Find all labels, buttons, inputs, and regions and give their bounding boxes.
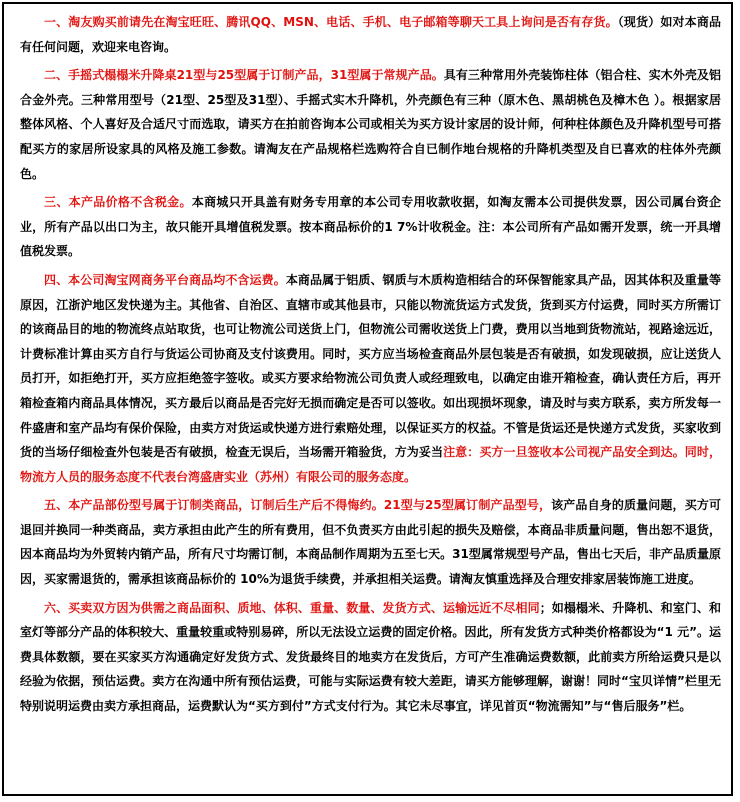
- paragraph-1-heading: 一、淘友购买前请先在淘宝旺旺、腾讯QQ、MSN、电话、手机、电子邮箱等聊天工具上询问是否有存货。: [44, 15, 618, 29]
- paragraph-1: [20, 10, 721, 59]
- paragraph-4-body: 本商品属于铝质、钢质与木质构造相结合的环保智能家具产品，因其体积及重量等原因，江浙沪地区发快递为主。其他省、自治区、直辖市或其他县市，只能以物流货运方式发货，货到买方付运费，同时买方所需订的该商品目的地的物流终点站取货，也可让物流公司送货上门，但物流公司需收送货上门费，费用以当地到货物流站，视路途远近，计费标准计算由买方自行与货运公司协商及支付该费用。同时，买方应当场检查商品外层包装是否有破损，如发现破损，应让送货人员打开，如拒绝打开，买方应拒绝签字签收。或买方要求给物流公司负责人或经理致电，以确定由谁开箱检查，确认责任方后，再开箱检查箱内商品具体情况，买方最后以商品是否完好无损而确定是否可以签收。如出现损坏现象，请及时与卖方联系，卖方所发每一件盛唐和室产品均有保价保险，由卖方对货运或快递方进行索赔处理，以保证买方的权益。不管是货运还是快递方式发货，买家收到货的当场仔细检查外包装是否有破损，检查无误后，当场需开箱验货，方为妥当: [20, 272, 721, 460]
- paragraph-4-note: 注意：买方一旦签收本公司视产品安全到达。同时，物流方人员的服务态度不代表台湾盛唐实业（苏州）有限公司的服务态度。: [20, 445, 721, 484]
- paragraph-3-heading: 三、本产品价格不含税金。: [44, 195, 192, 210]
- paragraph-6: [20, 596, 721, 719]
- paragraph-3-body: 本商城只开具盖有财务专用章的本公司专用收款收据，如淘友需本公司提供发票，因公司属台资企业，所有产品以出口为主，故只能开具增值税发票。按本商品标价的1 7%计收税金。注：本公司所有产品如需开发票，统一开具增值税发票。: [20, 195, 721, 259]
- paragraph-2-body: 具有三种常用外壳装饰柱体（铝合柱、实木外壳及铝合金外壳。三种常用型号（21型、25型及31型）、手摇式实木升降机，外壳颜色有三种（原木色、黑胡桃色及樟木色 ）。根据家居整体风格、个人喜好及合适尺寸而选取，请买方在拍前咨询本公司或相关为买方设计家居的设计师，何种柱体颜色及升降机型号可搭配买方的家居所设家具的风格及施工参数。请淘友在产品规格栏选购符合自已制作地台规格的升降机类型及自已喜欢的柱体外壳颜色。: [20, 68, 721, 181]
- paragraph-6-body: ；如榻榻米、升降机、和室门、和室灯等部分产品的体积较大、重量较重或特别易碎，所以无法设立运费的固定价格。因此，所有发货方式种类价格都设为“1 元”。运费具体数额，要在买家买方沟通确定好发货方式、发货最终目的地卖方在发货后，方可产生准确运费数额，此前卖方所给运费只是以经验为依据，预估运费。卖方在沟通中所有预估运费，可能与实际运费有较大差距，请买方能够理解，谢谢！同时“宝贝详情”栏里无特别说明运费由卖方承担商品，运费默认为“买方到付”方式支付行为。其它未尽事宜，详见首页“物流需知”与“售后服务”栏。: [20, 600, 721, 714]
- paragraph-5-heading: 五、本产品部份型号属于订制类商品，订制后生产后不得悔约。21型与25型属订制产品型号，: [44, 498, 552, 513]
- terms-notice: [2, 2, 733, 796]
- paragraph-1-body: （现货）如对本商品有任何问题，欢迎来电咨询。: [20, 15, 721, 54]
- paragraph-6-heading: 六、买卖双方因为供需之商品面积、质地、体积、重量、数量、发货方式、运输远近不尽相同: [44, 600, 540, 615]
- paragraph-3: [20, 190, 721, 264]
- paragraph-4: [20, 268, 721, 489]
- paragraph-2: [20, 63, 721, 186]
- paragraph-5: [20, 493, 721, 591]
- paragraph-5-body: 该产品自身的质量问题，买方可退回并换同一种类商品，卖方承担由此产生的所有费用，但不负责买方由此引起的损失及赔偿，本商品非质量问题，售出恕不退货，因本商品均为外贸转内销产品，所有尺寸均需订制，本商品制作周期为五至七天。31型属常规型号产品，售出七天后，非产品质量原因，买家需退货的，需承担该商品标价的 10%为退货手续费，并承担相关运费。请淘友慎重选择及合理安排家居装饰施工进度。: [20, 498, 721, 587]
- paragraph-4-heading: 四、本公司淘宝网商务平台商品均不含运费。: [44, 272, 286, 287]
- paragraph-2-heading: 二、手摇式榻榻米升降桌21型与25型属于订制产品，31型属于常规产品。: [44, 68, 444, 83]
